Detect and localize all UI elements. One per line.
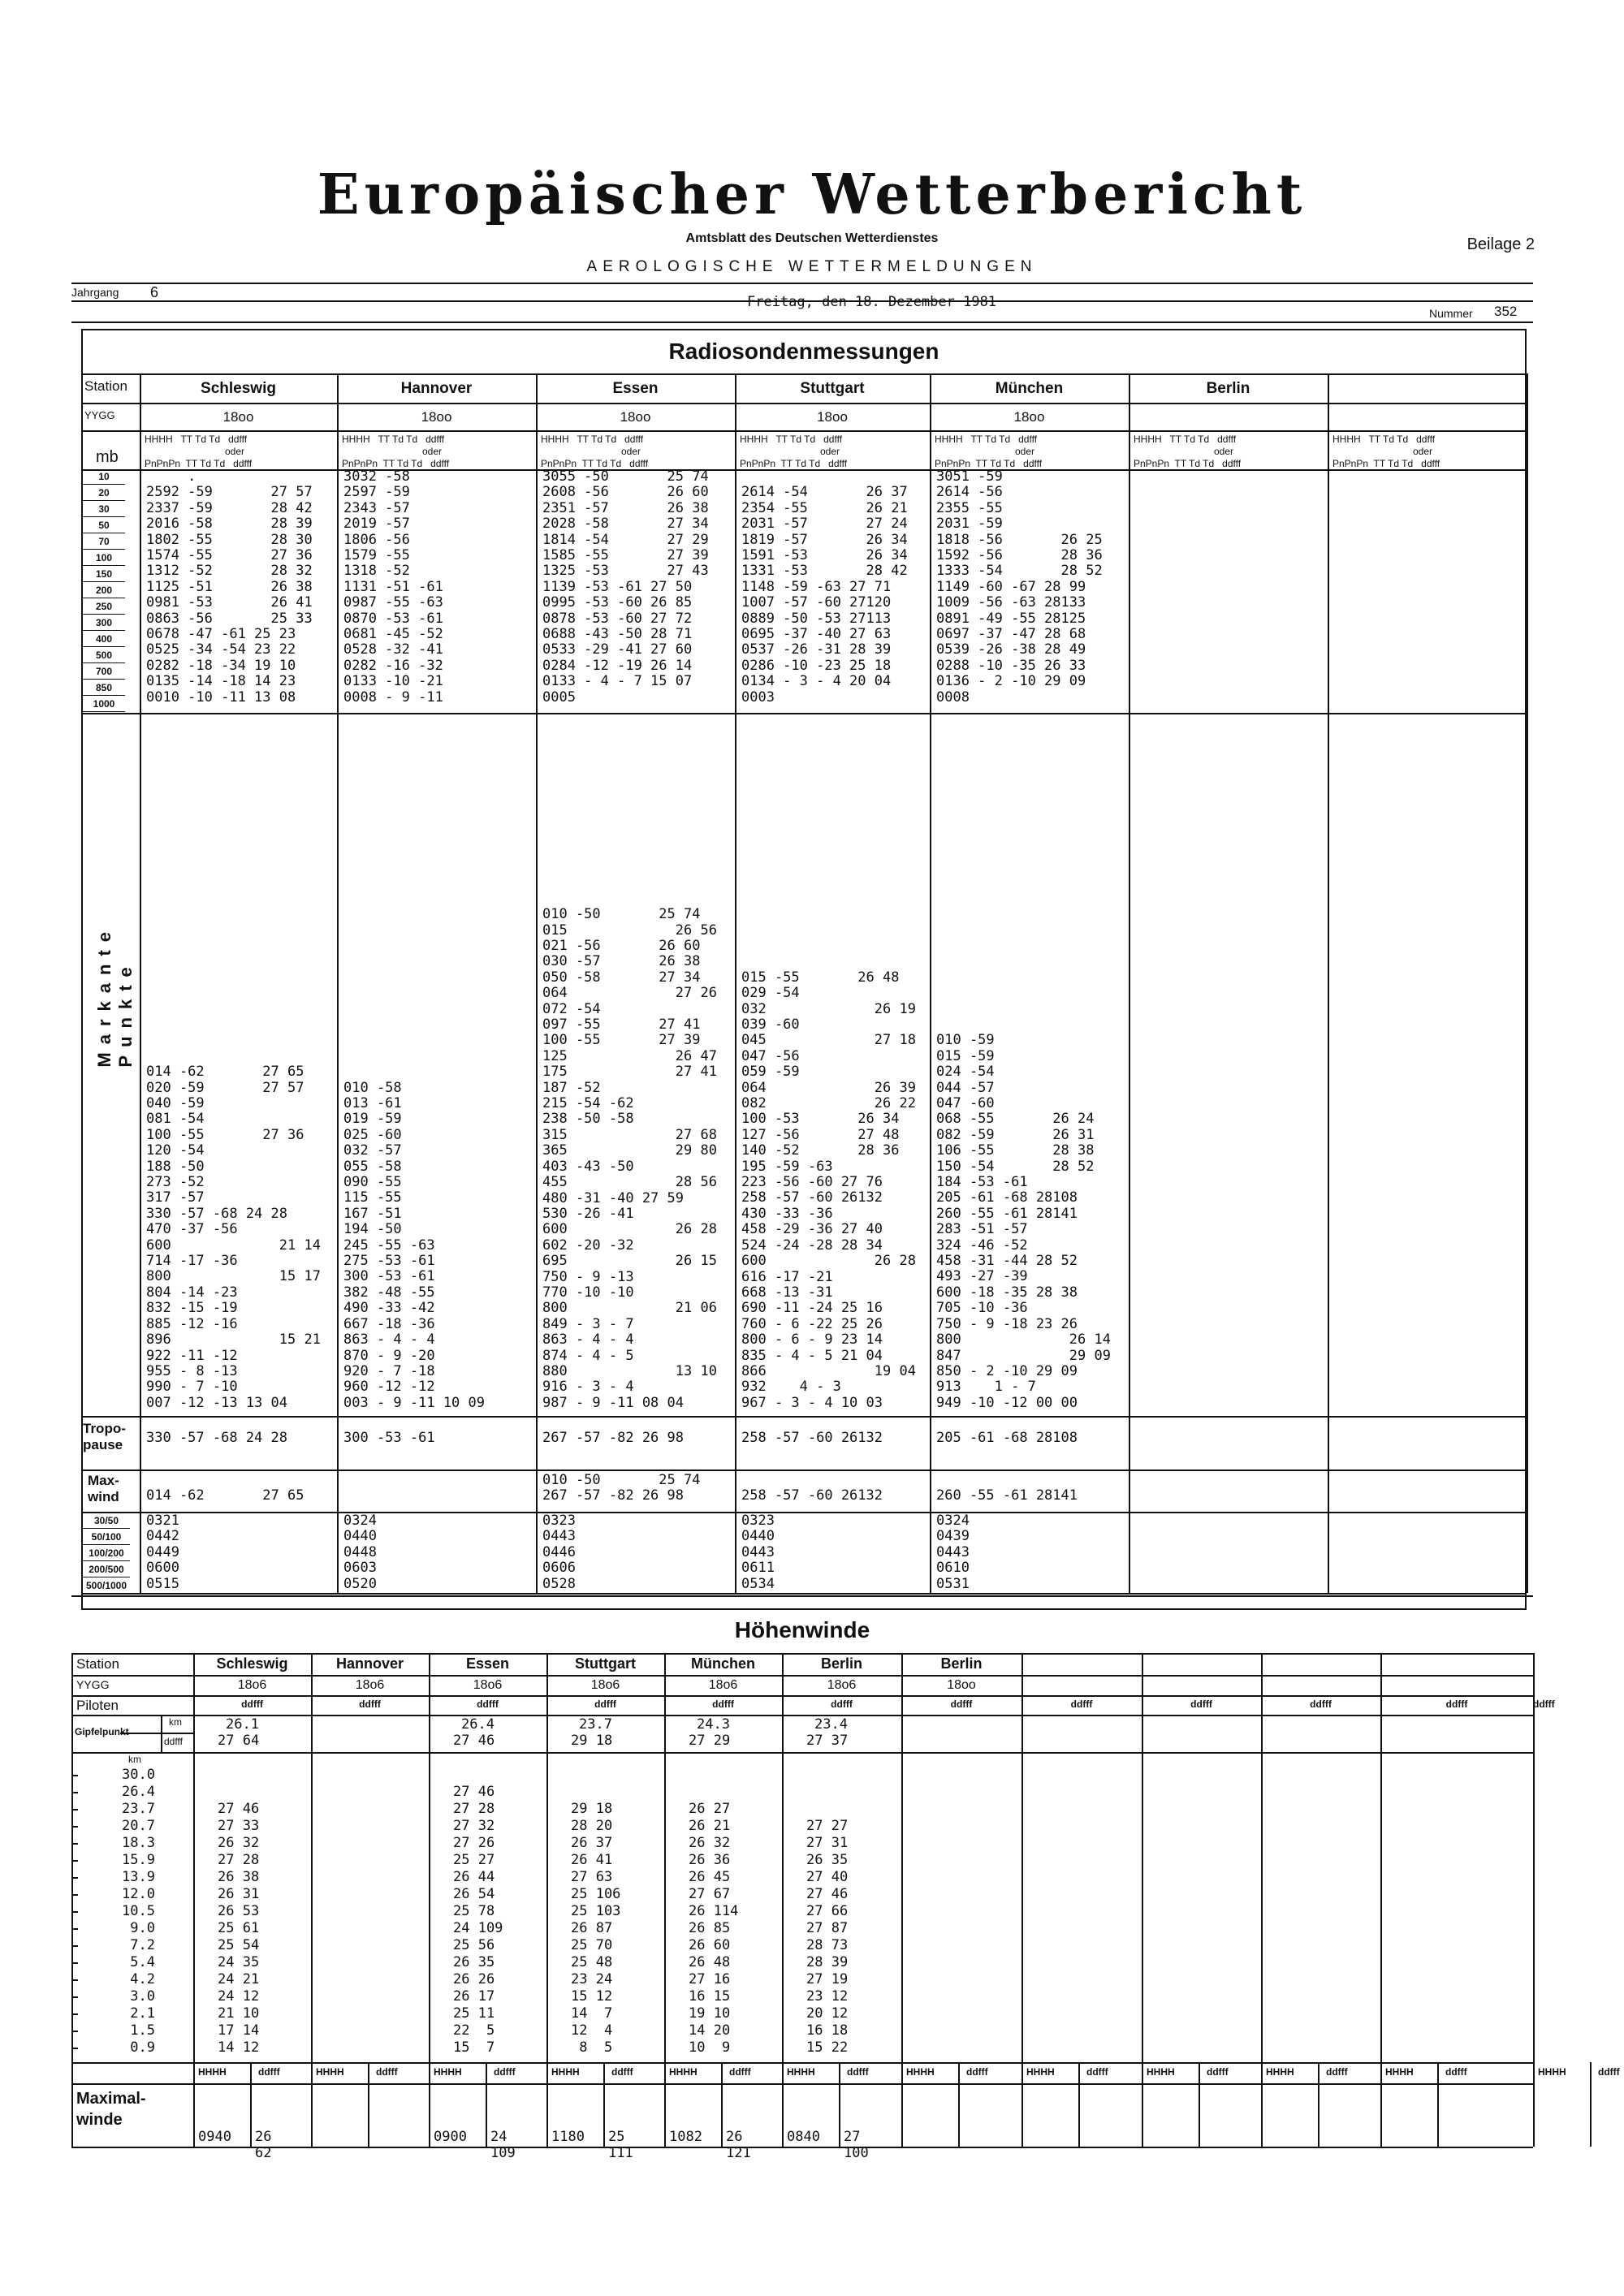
column-header: PnPnPn TT Td Td ddfff — [1134, 458, 1242, 469]
wind-time: 18o6 — [355, 1678, 385, 1692]
thickness-data: 0324 0440 0448 0603 0520 — [343, 1513, 377, 1592]
tick-mark — [71, 1894, 78, 1896]
marked-points-label: Markante Punkte — [94, 924, 136, 1068]
jahrgang-value: 6 — [150, 284, 159, 300]
grid-line — [81, 430, 1527, 432]
wind-column-data: 29 18 28 20 26 37 26 41 27 63 25 106 25 103 26 87 25 70 25 48 23 24 15 12 14 7 12 4 8 5 — [571, 1801, 621, 2056]
grid-line — [958, 2062, 960, 2147]
hhhh-label: HHHH — [551, 2066, 580, 2078]
marked-points-data: 010 -50 25 74 015 26 56 021 -56 26 60 030 -57 26 38 050 -58 27 34 064 27 26 072 -54 097 -55 27 41 100 -55 27 39 125 26 47 175 27 41 187 -52 215 -54 -62 238 -50 -58 315 27 68 365 29 80 403 -43 -50 455 28 56 480 -31 -40 27 59 530 -26 -41 600 26 28 602 -20 -32 695 26 15 750 - 9 -13 770 -10 -10 800 21 06 849 - 3 - 7 863 - 4 - 4 874 - 4 - 5 880 13 10 916 - 3 - 4 987 - 9 -11 08 04 — [542, 906, 717, 1411]
observation-time: 18oo — [817, 409, 848, 425]
wind-station-name: Hannover — [335, 1655, 404, 1672]
level-label: 300 — [83, 615, 125, 631]
maxwind-hhhh: 1180 — [551, 2129, 585, 2145]
hhhh-label: HHHH — [1266, 2066, 1294, 2078]
gipfel-km: 26.1 — [226, 1716, 259, 1733]
marked-points-data: 010 -59 015 -59 024 -54 044 -57 047 -60 068 -55 26 24 082 -59 26 31 106 -55 28 38 150 -54 28 52 184 -53 -61 205 -61 -68 28108 260 -55 -61 28141 283 -51 -57 324 -46 -52 458 -31 -44 28 52 493 -27 -39 600 -18 -35 28 38 705 -10 -36 750 - 9 -18 23 26 800 26 14 847 29 09 850 - 2 -10 29 09 913 1 - 7 949 -10 -12 00 00 — [936, 1032, 1111, 1411]
grid-line — [546, 1653, 548, 2147]
station-name: Stuttgart — [800, 380, 865, 397]
issue-date: Freitag, den 18. Dezember 1981 — [747, 294, 997, 310]
level-label: 850 — [83, 680, 125, 696]
thickness-label: 200/500 — [83, 1562, 130, 1577]
height-values: 30.0 26.4 23.7 20.7 18.3 15.9 13.9 12.0 10.5 9.0 7.2 5.4 4.2 3.0 2.1 1.5 0.9 — [122, 1767, 155, 2056]
tick-mark — [71, 1945, 78, 1947]
grid-line — [1328, 373, 1329, 1593]
column-header: PnPnPn TT Td Td ddfff — [935, 458, 1043, 469]
column-header: PnPnPn TT Td Td ddfff — [1332, 458, 1440, 469]
wind-time: 18o6 — [473, 1678, 503, 1692]
level-label: 20 — [83, 486, 125, 501]
wind-column-data: 26 27 26 21 26 32 26 36 26 45 27 67 26 114 26 85 26 60 26 48 27 16 16 15 19 10 14 20 10 9 — [689, 1801, 739, 2056]
tropopause-data: 258 -57 -60 26132 — [741, 1430, 883, 1446]
wind-column-data: 27 27 27 31 26 35 27 40 27 46 27 66 27 87 28 73 28 39 27 19 23 12 20 12 16 18 15 22 — [806, 1818, 849, 2056]
piloten-ddfff: ddfff — [1310, 1698, 1332, 1710]
maxwind-hhhh: 0900 — [434, 2129, 467, 2145]
grid-line — [193, 1653, 195, 2147]
maxwinde-label: Maximal-winde — [76, 2090, 146, 2129]
hhhh-label: HHHH — [1147, 2066, 1175, 2078]
tick-mark — [71, 1877, 78, 1879]
station-label: Station — [84, 378, 127, 394]
level-label: 50 — [83, 518, 125, 533]
maxwind-ddfff-label: ddfff — [258, 2066, 280, 2078]
column-header: HHHH TT Td Td ddfff — [1332, 434, 1436, 445]
maxwind-ddfff: 24 109 — [490, 2129, 516, 2161]
level-label: 10 — [83, 469, 125, 485]
wind-station-name: München — [691, 1655, 755, 1672]
maxwind-data: 260 -55 -61 28141 — [936, 1487, 1078, 1504]
maxwind-ddfff-label: ddfff — [966, 2066, 988, 2078]
maxwind-ddfff-label: ddfff — [494, 2066, 516, 2078]
grid-line — [71, 1752, 1533, 1754]
tick-mark — [71, 1962, 78, 1964]
grid-line — [1021, 1653, 1023, 2147]
column-header: PnPnPn TT Td Td ddfff — [342, 458, 450, 469]
maxwind-ddfff-label: ddfff — [1598, 2066, 1620, 2078]
level-label: 150 — [83, 567, 125, 582]
level-label: 200 — [83, 583, 125, 598]
hhhh-label: HHHH — [1026, 2066, 1055, 2078]
column-header-oder: oder — [1214, 446, 1234, 457]
maxwind-data: 014 -62 27 65 — [146, 1487, 304, 1504]
gipfel-ddfff: 27 46 — [453, 1733, 495, 1749]
grid-line — [71, 1695, 1533, 1697]
mb-label: mb — [96, 448, 119, 466]
tick-mark — [71, 1792, 78, 1793]
maxwind-ddfff: 27 100 — [844, 2129, 869, 2161]
column-header: HHHH TT Td Td ddfff — [935, 434, 1038, 445]
radiosonde-heading: Radiosondenmessungen — [668, 339, 939, 364]
wind-station-name: Schleswig — [216, 1655, 288, 1672]
gipfel-label: Gipfelpunkt — [75, 1726, 129, 1737]
hhhh-label: HHHH — [787, 2066, 815, 2078]
grid-line — [839, 2062, 840, 2147]
wind-time: 18oo — [947, 1678, 976, 1692]
observation-time: 18oo — [222, 409, 254, 425]
column-header: HHHH TT Td Td ddfff — [1134, 434, 1237, 445]
maxwind-ddfff-label: ddfff — [376, 2066, 398, 2078]
level-label: 400 — [83, 632, 125, 647]
hhhh-label: HHHH — [1538, 2066, 1566, 2078]
nummer-value: 352 — [1494, 304, 1518, 319]
tick-mark — [71, 1826, 78, 1828]
grid-line — [81, 1593, 1527, 1595]
level-label: 100 — [83, 550, 125, 566]
tick-mark — [71, 1911, 78, 1913]
grid-line — [71, 1653, 73, 2147]
grid-line — [721, 2062, 723, 2147]
grid-line — [901, 1653, 903, 2147]
grid-line — [71, 2062, 1533, 2064]
thickness-data: 0323 0443 0446 0606 0528 — [542, 1513, 576, 1592]
hoehenwinde-heading: Höhenwinde — [734, 1617, 870, 1642]
piloten-ddfff: ddfff — [594, 1698, 616, 1710]
tick-mark — [71, 2013, 78, 2015]
grid-line — [1261, 1653, 1263, 2147]
wind-time: 18o6 — [237, 1678, 267, 1692]
grid-line — [161, 1715, 162, 1752]
piloten-ddfff: ddfff — [831, 1698, 853, 1710]
grid-line — [1199, 2062, 1200, 2147]
grid-line — [1533, 1653, 1535, 2147]
grid-line — [1129, 373, 1130, 1593]
piloten-ddfff: ddfff — [1533, 1698, 1555, 1710]
standard-levels-data: 3055 -50 25 74 2608 -56 26 60 2351 -57 26 38 2028 -58 27 34 1814 -54 27 29 1585 -55 27 39 1325 -53 27 43 1139 -53 -61 27 50 0995 -53 -60 26 85 0878 -53 -60 27 72 0688 -43 -50 28 71 0533 -29 -41 27 60 0284 -12 -19 26 14 0133 - 4 - 7 15 07 0005 — [542, 468, 709, 706]
maxwind-ddfff: 26 62 — [255, 2129, 272, 2161]
grid-line — [81, 713, 1527, 714]
thickness-data: 0324 0439 0443 0610 0531 — [936, 1513, 970, 1592]
maxwind-ddfff-label: ddfff — [1086, 2066, 1108, 2078]
wind-time: 18o6 — [590, 1678, 620, 1692]
tick-mark — [71, 1843, 78, 1845]
section-title: AEROLOGISCHE WETTERMELDUNGEN — [586, 258, 1038, 275]
tropopause-label: Tropo-pause — [83, 1421, 126, 1452]
grid-line — [1437, 2062, 1439, 2147]
wind-station-name: Berlin — [940, 1655, 983, 1672]
tick-mark — [71, 1979, 78, 1981]
grid-line — [71, 1675, 1533, 1677]
station-name: Essen — [612, 380, 659, 397]
km-label: km — [169, 1716, 182, 1728]
level-label: 500 — [83, 648, 125, 663]
tropopause-data: 300 -53 -61 — [343, 1430, 435, 1446]
tick-mark — [71, 2031, 78, 2032]
grid-line — [664, 1653, 666, 2147]
gipfel-ddfff: 27 37 — [806, 1733, 849, 1749]
grid-line — [782, 1653, 784, 2147]
wind-station-name: Stuttgart — [575, 1655, 636, 1672]
standard-levels-data: 2614 -54 26 37 2354 -55 26 21 2031 -57 27 24 1819 -57 26 34 1591 -53 26 34 1331 -53 28 42 1148 -59 -63 27 71 1007 -57 -60 27120 0889 -50 -53 27113 0695 -37 -40 27 63 0537 -26 -31 28 39 0286 -10 -23 25 18 0134 - 3 - 4 20 04 0003 — [741, 484, 908, 706]
maxwind-ddfff-label: ddfff — [1326, 2066, 1348, 2078]
column-header: PnPnPn TT Td Td ddfff — [145, 458, 253, 469]
maxwind-ddfff-label: ddfff — [611, 2066, 633, 2078]
grid-line — [1380, 1653, 1382, 2147]
thickness-label: 100/200 — [83, 1546, 130, 1561]
tick-mark — [71, 1775, 78, 1776]
gipfel-ddfff: 29 18 — [571, 1733, 613, 1749]
grid-line — [71, 2083, 1533, 2085]
thickness-label: 500/1000 — [83, 1578, 130, 1594]
divider — [71, 1595, 1533, 1597]
hhhh-label: HHHH — [1385, 2066, 1414, 2078]
km-label: km — [128, 1754, 141, 1765]
thickness-data: 0323 0440 0443 0611 0534 — [741, 1513, 775, 1592]
piloten-ddfff: ddfff — [1445, 1698, 1468, 1710]
maxwind-ddfff-label: ddfff — [1207, 2066, 1229, 2078]
level-label: 700 — [83, 664, 125, 680]
column-header-oder: oder — [1015, 446, 1035, 457]
grid-line — [250, 2062, 252, 2147]
gipfel-km: 24.3 — [697, 1716, 730, 1733]
wind-column-data: 27 46 27 28 27 32 27 26 25 27 26 44 26 54 25 78 24 109 25 56 26 35 26 26 26 17 25 11 22 5 15 7 — [453, 1784, 503, 2056]
ddfff-label: ddfff — [164, 1736, 183, 1747]
piloten-ddfff: ddfff — [477, 1698, 499, 1710]
level-label: 30 — [83, 502, 125, 517]
tick-mark — [71, 2048, 78, 2049]
gipfel-km: 26.4 — [461, 1716, 495, 1733]
maxwind-ddfff: 26 121 — [726, 2129, 751, 2161]
gipfel-km: 23.7 — [579, 1716, 612, 1733]
marked-points-data: 010 -58 013 -61 019 -59 025 -60 032 -57 055 -58 090 -55 115 -55 167 -51 194 -50 245 -55 -63 275 -53 -61 300 -53 -61 382 -48 -55 490 -33 -42 667 -18 -36 863 - 4 - 4 870 - 9 -20 920 - 7 -18 960 -12 -12 003 - 9 -11 10 09 — [343, 1079, 485, 1411]
piloten-ddfff: ddfff — [241, 1698, 263, 1710]
grid-line — [486, 2062, 487, 2147]
wind-column-data: 27 46 27 33 26 32 27 28 26 38 26 31 26 53 25 61 25 54 24 35 24 21 24 12 21 10 17 14 14 12 — [218, 1801, 260, 2056]
maxwind-ddfff-label: ddfff — [847, 2066, 869, 2078]
hhhh-label: HHHH — [669, 2066, 698, 2078]
maxwind-label: Max-wind — [88, 1473, 119, 1504]
wind-time: 18o6 — [827, 1678, 857, 1692]
hhhh-label: HHHH — [434, 2066, 462, 2078]
column-header-oder: oder — [621, 446, 641, 457]
grid-line — [81, 1512, 1527, 1513]
grid-line — [120, 1733, 193, 1734]
tick-mark — [71, 1860, 78, 1862]
nummer-label: Nummer — [1429, 307, 1473, 320]
thickness-data: 0321 0442 0449 0600 0515 — [146, 1513, 179, 1592]
column-header: HHHH TT Td Td ddfff — [740, 434, 843, 445]
column-header: PnPnPn TT Td Td ddfff — [740, 458, 848, 469]
grid-line — [337, 373, 339, 1593]
grid-line — [735, 373, 736, 1593]
piloten-ddfff: ddfff — [1070, 1698, 1093, 1710]
column-header-oder: oder — [422, 446, 443, 457]
thickness-label: 30/50 — [83, 1513, 130, 1529]
grid-line — [603, 2062, 605, 2147]
grid-line — [71, 1715, 1533, 1716]
maxwind-ddfff-label: ddfff — [729, 2066, 751, 2078]
grid-line — [71, 2147, 1533, 2148]
grid-line — [311, 1653, 313, 2147]
piloten-ddfff: ddfff — [359, 1698, 381, 1710]
tick-mark — [71, 1928, 78, 1930]
wind-time: 18o6 — [708, 1678, 738, 1692]
standard-levels-data: 3051 -59 2614 -56 2355 -55 2031 -59 1818 -56 26 25 1592 -56 28 36 1333 -54 28 52 1149 -60 -67 28 99 1009 -56 -63 28133 0891 -49 -55 28125 0697 -37 -47 28 68 0539 -26 -38 28 49 0288 -10 -35 26 33 0136 - 2 -10 29 09 0008 — [936, 468, 1103, 706]
maxwind-ddfff: 25 111 — [608, 2129, 633, 2161]
gipfel-ddfff: 27 29 — [689, 1733, 731, 1749]
grid-line — [1318, 2062, 1320, 2147]
grid-line — [81, 403, 1527, 404]
station-name: Berlin — [1206, 380, 1250, 397]
gipfel-ddfff: 27 64 — [218, 1733, 260, 1749]
tick-mark — [71, 1809, 78, 1810]
column-header-oder: oder — [820, 446, 840, 457]
maxwind-hhhh: 1082 — [669, 2129, 702, 2145]
header-rule-3 — [71, 322, 1533, 323]
observation-time: 18oo — [1013, 409, 1045, 425]
column-header: PnPnPn TT Td Td ddfff — [541, 458, 649, 469]
maxwind-ddfff-label: ddfff — [1445, 2066, 1467, 2078]
tropopause-data: 267 -57 -82 26 98 — [542, 1430, 684, 1446]
piloten-ddfff: ddfff — [950, 1698, 973, 1710]
level-label: 250 — [83, 599, 125, 615]
tropopause-data: 205 -61 -68 28108 — [936, 1430, 1078, 1446]
observation-time: 18oo — [620, 409, 651, 425]
tropopause-data: 330 -57 -68 24 28 — [146, 1430, 287, 1446]
thickness-label: 50/100 — [83, 1530, 130, 1545]
grid-line — [368, 2062, 369, 2147]
grid-line — [1078, 2062, 1080, 2147]
maxwind-hhhh: 0940 — [198, 2129, 231, 2145]
level-label: 70 — [83, 534, 125, 550]
standard-levels-data: 3032 -58 2597 -59 2343 -57 2019 -57 1806 -56 1579 -55 1318 -52 1131 -51 -61 0987 -55 -63 0870 -53 -61 0681 -45 -52 0528 -32 -41 0282 -16 -32 0133 -10 -21 0008 - 9 -11 — [343, 468, 443, 706]
grid-line — [1590, 2062, 1592, 2147]
yygg-label: YYGG — [84, 409, 115, 421]
station-label: Station — [76, 1656, 119, 1672]
tick-mark — [71, 1996, 78, 1998]
level-label: 1000 — [83, 697, 125, 712]
grid-line — [1527, 373, 1528, 1593]
yygg-label: YYGG — [76, 1678, 110, 1691]
piloten-label: Piloten — [76, 1698, 119, 1713]
piloten-ddfff: ddfff — [1190, 1698, 1212, 1710]
header-rule — [71, 283, 1533, 284]
station-name: Hannover — [400, 380, 473, 397]
wind-station-name: Berlin — [820, 1655, 862, 1672]
hhhh-label: HHHH — [906, 2066, 935, 2078]
hhhh-label: HHHH — [198, 2066, 227, 2078]
grid-line — [536, 373, 538, 1593]
column-header: HHHH TT Td Td ddfff — [541, 434, 644, 445]
grid-line — [71, 1653, 1533, 1655]
gipfel-km: 23.4 — [814, 1716, 848, 1733]
hhhh-label: HHHH — [316, 2066, 344, 2078]
grid-line — [930, 373, 931, 1593]
grid-line — [1142, 1653, 1143, 2147]
column-header-oder: oder — [1413, 446, 1433, 457]
maxwind-data: 010 -50 25 74 267 -57 -82 26 98 — [542, 1472, 701, 1504]
observation-time: 18oo — [421, 409, 452, 425]
jahrgang-label: Jahrgang — [71, 286, 119, 299]
grid-line — [81, 1416, 1527, 1418]
standard-levels-data: . 2592 -59 27 57 2337 -59 28 42 2016 -58 28 39 1802 -55 28 30 1574 -55 27 36 1312 -52 28 32 1125 -51 26 38 0981 -53 26 41 0863 -56 25 33 0678 -47 -61 25 23 0525 -34 -54 23 22 0282 -18 -34 19 10 0135 -14 -18 14 23 0010 -10 -11 13 08 — [146, 468, 313, 706]
grid-line — [81, 1470, 1527, 1471]
grid-line — [429, 1653, 430, 2147]
piloten-ddfff: ddfff — [712, 1698, 734, 1710]
grid-line — [81, 373, 1527, 375]
grid-line — [140, 373, 141, 1593]
station-name: München — [995, 380, 1064, 397]
marked-points-data: 014 -62 27 65 020 -59 27 57 040 -59 081 -54 100 -55 27 36 120 -54 188 -50 273 -52 317 -57 330 -57 -68 24 28 470 -37 -56 600 21 14 714 -17 -36 800 15 17 804 -14 -23 832 -15 -19 885 -12 -16 896 15 21 922 -11 -12 955 - 8 -13 990 - 7 -10 007 -12 -13 13 04 — [146, 1064, 321, 1411]
beilage-label: Beilage 2 — [1466, 235, 1535, 253]
column-header-oder: oder — [225, 446, 245, 457]
wind-station-name: Essen — [465, 1655, 510, 1672]
maxwind-hhhh: 0840 — [787, 2129, 820, 2145]
page-title: Europäischer Wetterbericht — [317, 162, 1307, 227]
marked-points-data: 015 -55 26 48 029 -54 032 26 19 039 -60 045 27 18 047 -56 059 -59 064 26 39 082 26 22 100 -53 26 34 127 -56 27 48 140 -52 28 36 195 -59 -63 223 -56 -60 27 76 258 -57 -60 26132 430 -33 -36 458 -29 -36 27 40 524 -24 -28 28 34 600 26 28 616 -17 -21 668 -13 -31 690 -11 -24 25 16 760 - 6 -22 25 26 800 - 6 - 9 23 14 835 - 4 - 5 21 04 866 19 04 932 4 - 3 967 - 3 - 4 10 03 — [741, 969, 916, 1411]
column-header: HHHH TT Td Td ddfff — [145, 434, 248, 445]
maxwind-data: 258 -57 -60 26132 — [741, 1487, 883, 1504]
column-header: HHHH TT Td Td ddfff — [342, 434, 445, 445]
subtitle: Amtsblatt des Deutschen Wetterdienstes — [685, 231, 939, 245]
station-name: Schleswig — [201, 380, 276, 397]
